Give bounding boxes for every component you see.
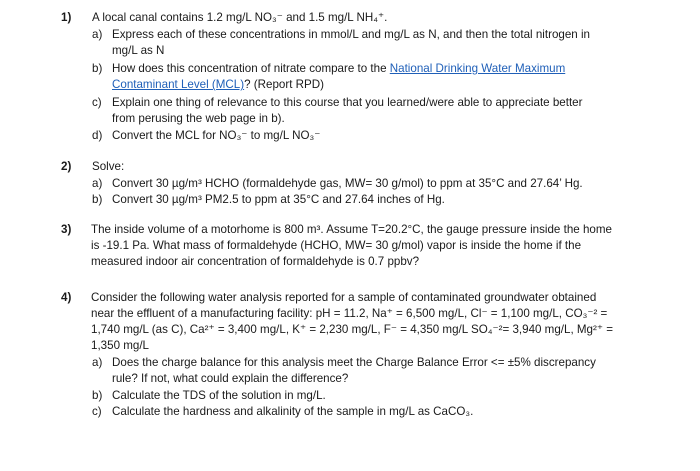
subquestion-letter: c) (92, 405, 102, 418)
question-text: The inside volume of a motorhome is 800 m³. Assume T=20.2°C, the gauge pressure inside the home is -19.1 Pa. What mass of formaldehyde (HCHO, MW= 30 g/mol) vapor is inside the home if the measured indoor air concentration of formaldehyde is 0.7 ppbv? (91, 223, 612, 268)
subquestion-text: Calculate the TDS of the solution in mg/L. (112, 389, 326, 402)
subquestion-letter: b) (92, 389, 103, 402)
question-number: 1) (61, 11, 72, 24)
subquestion-letter: b) (92, 62, 103, 75)
question-number: 3) (61, 223, 72, 236)
mcl-link-continued[interactable]: Contaminant Level (MCL) (112, 78, 245, 91)
subquestion-text: Explain one thing of relevance to this course that you learned/were able to appreciate better from perusing the web page in b). (112, 96, 583, 125)
subquestion-letter: a) (92, 177, 103, 190)
subquestion-letter: b) (92, 193, 103, 206)
subquestion-letter: a) (92, 28, 103, 41)
subquestion-text: Convert the MCL for NO₃⁻ to mg/L NO₃⁻ (112, 129, 321, 142)
subquestion-text: Calculate the hardness and alkalinity of the sample in mg/L as CaCO₃. (112, 405, 474, 418)
subquestion-letter: d) (92, 129, 103, 142)
question-text: Solve: (92, 160, 125, 173)
subquestion-text: How does this concentration of nitrate compare to the National Drinking Water Maximum Contaminant Level (MCL)? (Report RPD) (112, 62, 566, 91)
subquestion-text: Convert 30 µg/m³ PM2.5 to ppm at 35°C and 27.64 inches of Hg. (112, 193, 445, 206)
question-text: Consider the following water analysis reported for a sample of contaminated groundwater obtained near the effluent of a manufacturing facility: pH = 11.2, Na⁺ = 6,500 mg/L, Cl⁻ = 1,100 mg/L, CO₃⁻² = 1,740 mg/L (as C), Ca²⁺ = 3,400 mg/L, K⁺ = 2,230 mg/L, F⁻ = 4,350 mg/L SO₄⁻²= 3,940 mg/L, Mg²⁺ = 1,350 mg/L (91, 291, 613, 352)
subquestion-text: Convert 30 µg/m³ HCHO (formaldehyde gas, MW= 30 g/mol) to ppm at 35°C and 27.64’ Hg. (112, 177, 583, 190)
mcl-link[interactable]: National Drinking Water Maximum (389, 62, 566, 75)
question-number: 2) (61, 160, 72, 173)
subquestion-letter: c) (92, 96, 102, 109)
subquestion-text: Express each of these concentrations in mmol/L and mg/L as N, and then the total nitrogen in mg/L as N (112, 28, 590, 57)
subquestion-letter: a) (92, 356, 103, 369)
question-number: 4) (61, 291, 72, 304)
subquestion-text: Does the charge balance for this analysis meet the Charge Balance Error <= ±5% discrepancy rule? If not, what could explain the difference? (112, 356, 596, 385)
question-text: A local canal contains 1.2 mg/L NO₃⁻ and 1.5 mg/L NH₄⁺. (92, 11, 388, 24)
